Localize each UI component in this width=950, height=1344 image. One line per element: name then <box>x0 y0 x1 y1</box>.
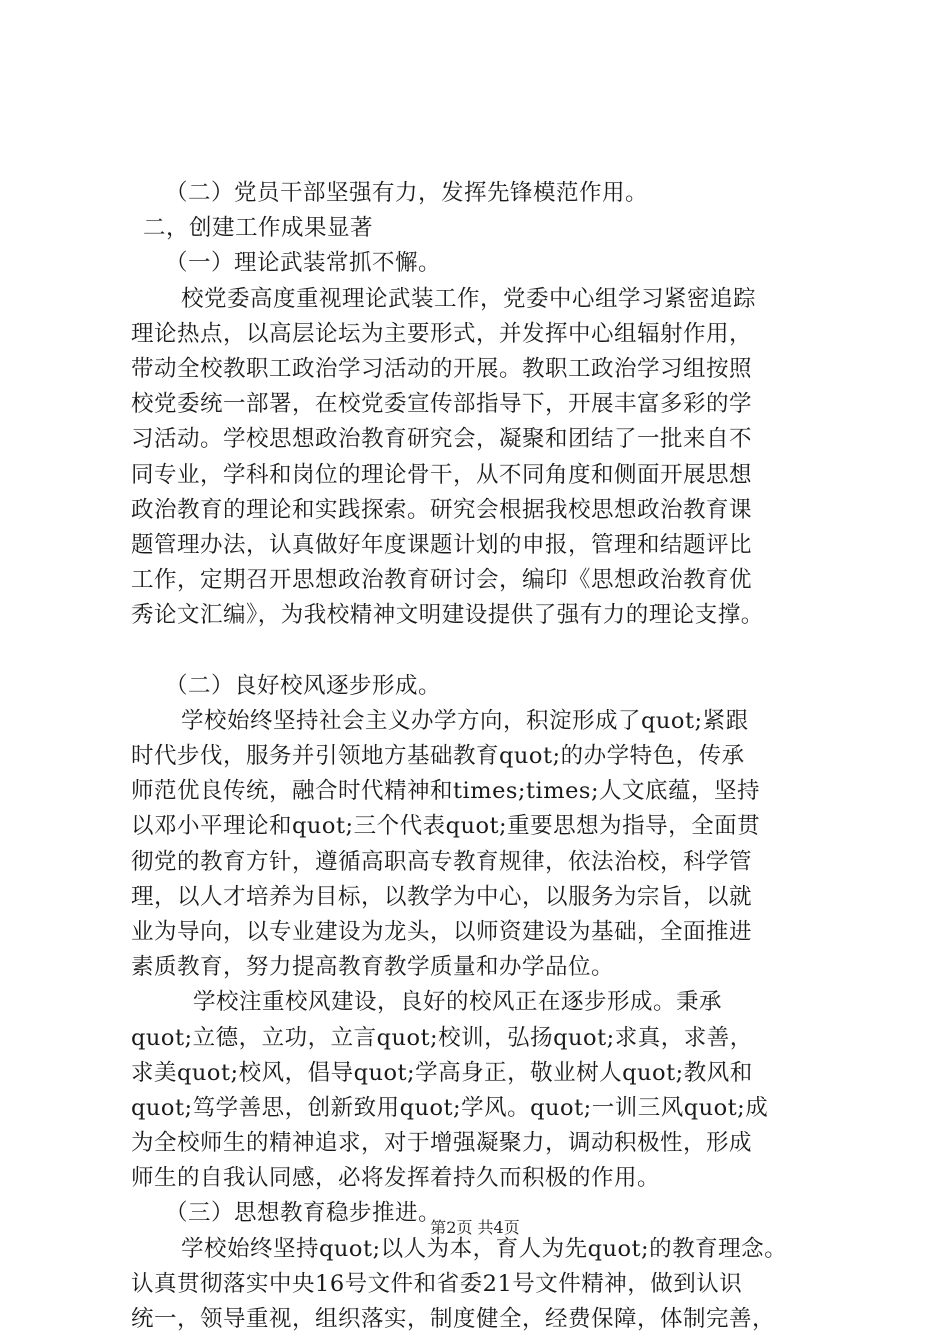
text-line: 师范优良传统，融合时代精神和times;times;人文底蕴，坚持 <box>131 778 761 805</box>
text-line: 学校始终坚持quot;以人为本，育人为先quot;的教育理念。 <box>181 1235 788 1262</box>
text-line: quot;立德，立功，立言quot;校训，弘扬quot;求真，求善， <box>131 1024 753 1051</box>
text-line: （一）理论武装常抓不懈。 <box>165 250 442 277</box>
document-body <box>131 176 851 1337</box>
text-line: 认真贯彻落实中央16号文件和省委21号文件精神，做到认识 <box>131 1270 743 1297</box>
text-line: 统一，领导重视，组织落实，制度健全，经费保障，体制完善， <box>131 1306 776 1332</box>
text-line: 同专业，学科和岗位的理论骨干，从不同角度和侧面开展思想 <box>131 461 753 488</box>
text-line: 二，创建工作成果显著 <box>143 215 374 242</box>
text-line: 校党委高度重视理论武装工作，党委中心组学习紧密追踪 <box>181 285 757 312</box>
page-footer: 第2页 共4页 <box>430 1218 520 1237</box>
text-line: （三）思想教育稳步推进。 <box>165 1200 442 1227</box>
text-line: 学校注重校风建设，良好的校风正在逐步形成。秉承 <box>193 989 723 1016</box>
text-line: quot;笃学善思，创新致用quot;学风。quot;一训三风quot;成 <box>131 1094 769 1121</box>
text-line: 理论热点，以高层论坛为主要形式，并发挥中心组辐射作用， <box>131 320 753 347</box>
text-line: 以邓小平理论和quot;三个代表quot;重要思想为指导，全面贯 <box>131 813 761 840</box>
text-line: 习活动。学校思想政治教育研究会，凝聚和团结了一批来自不 <box>131 426 753 453</box>
text-line: 工作，定期召开思想政治教育研讨会，编印《思想政治教育优 <box>131 567 753 594</box>
text-line: （二）良好校风逐步形成。 <box>165 672 442 699</box>
text-line: 校党委统一部署，在校党委宣传部指导下，开展丰富多彩的学 <box>131 391 753 418</box>
text-line: 学校始终坚持社会主义办学方向，积淀形成了quot;紧跟 <box>181 707 749 734</box>
text-line: 师生的自我认同感，必将发挥着持久而积极的作用。 <box>131 1165 661 1192</box>
text-line: 题管理办法，认真做好年度课题计划的申报，管理和结题评比 <box>131 531 753 558</box>
text-line: 彻党的教育方针，遵循高职高专教育规律，依法治校，科学管 <box>131 848 753 875</box>
text-line: 业为导向，以专业建设为龙头，以师资建设为基础，全面推进 <box>131 918 753 945</box>
text-line: 秀论文汇编》，为我校精神文明建设提供了强有力的理论支撑。 <box>131 602 764 629</box>
text-line: 理，以人才培养为目标，以教学为中心，以服务为宗旨，以就 <box>131 883 753 910</box>
paragraph-gap <box>131 633 851 668</box>
text-line: 为全校师生的精神追求，对于增强凝聚力，调动积极性，形成 <box>131 1130 753 1157</box>
text-line: 求美quot;校风，倡导quot;学高身正，敬业树人quot;教风和 <box>131 1059 753 1086</box>
text-line: 时代步伐，服务并引领地方基础教育quot;的办学特色，传承 <box>131 743 745 769</box>
text-line: 素质教育，努力提高教育教学质量和办学品位。 <box>131 954 615 981</box>
text-line: 带动全校教职工政治学习活动的开展。教职工政治学习组按照 <box>131 355 753 382</box>
text-line: （二）党员干部坚强有力，发挥先锋模范作用。 <box>165 180 649 206</box>
text-line: 政治教育的理论和实践探索。研究会根据我校思想政治教育课 <box>131 496 753 523</box>
